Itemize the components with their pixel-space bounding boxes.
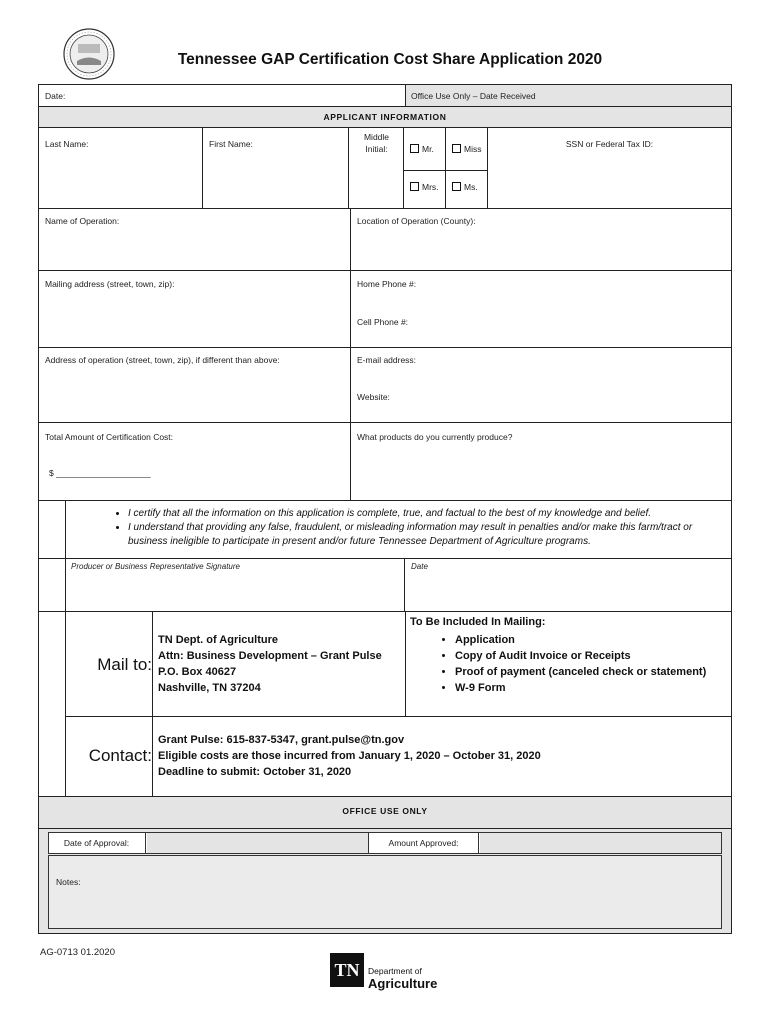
- home-phone-field[interactable]: [351, 271, 731, 309]
- first-name-field[interactable]: [203, 128, 349, 208]
- include-item: • W-9 Form: [455, 680, 728, 696]
- signature-date-field[interactable]: [405, 559, 731, 611]
- notes-field[interactable]: [48, 855, 722, 929]
- website-field[interactable]: [351, 385, 731, 422]
- amount-approved-label: Amount Approved:: [368, 832, 479, 854]
- certify-statement: • I certify that all the information on this application is complete, true, and factual to the best of my knowledge and belief.: [128, 507, 726, 521]
- title-ms-label: Ms.: [464, 182, 478, 192]
- notes-label: Notes:: [56, 877, 81, 887]
- last-name-label: Last Name:: [45, 139, 89, 149]
- middle-initial-field[interactable]: [349, 128, 404, 208]
- title-mrs-label: Mrs.: [422, 182, 439, 192]
- contact-line: Grant Pulse: 615-837-5347, grant.pulse@tn.gov: [158, 734, 405, 746]
- office-use-header: OFFICE USE ONLY: [342, 806, 428, 816]
- amount-approved-input[interactable]: [480, 833, 721, 853]
- contact-line: Deadline to submit: October 31, 2020: [158, 766, 352, 778]
- certification-statements: [66, 507, 726, 549]
- approval-date-input[interactable]: [147, 833, 368, 853]
- include-item: • Proof of payment (canceled check or statement): [455, 664, 728, 680]
- email-field[interactable]: [351, 348, 731, 385]
- title-mr-label: Mr.: [422, 144, 434, 154]
- cell-phone-label: Cell Phone #:: [357, 317, 409, 327]
- include-item: • Application: [455, 632, 728, 648]
- mailing-address-field[interactable]: [39, 271, 351, 347]
- total-cost-label: Total Amount of Certification Cost:: [45, 432, 174, 442]
- signature-date-label: Date: [411, 562, 428, 571]
- contact-label: Contact:: [88, 746, 152, 765]
- form-code: AG-0713 01.2020: [40, 947, 116, 958]
- name-of-operation-field[interactable]: [39, 209, 351, 270]
- date-field[interactable]: [39, 85, 405, 106]
- checkbox-icon: [452, 144, 461, 153]
- mail-to-line: Attn: Business Development – Grant Pulse: [158, 650, 382, 662]
- title-ms[interactable]: [446, 171, 488, 208]
- products-label: What products do you currently produce?: [357, 432, 513, 442]
- tn-logo-mark: TN: [330, 953, 364, 987]
- home-phone-label: Home Phone #:: [357, 279, 417, 289]
- signature-field[interactable]: [66, 559, 405, 611]
- office-date-received-label: Office Use Only – Date Received: [411, 91, 536, 101]
- name-of-operation-label: Name of Operation:: [45, 216, 120, 226]
- website-label: Website:: [357, 392, 390, 402]
- checkbox-icon: [410, 182, 419, 191]
- location-of-operation-field[interactable]: [351, 209, 731, 270]
- tn-agriculture-logo: [330, 953, 450, 993]
- middle-initial-label-1: Middle: [363, 132, 390, 142]
- page-title: Tennessee GAP Certification Cost Share Application 2020: [177, 51, 603, 68]
- products-field[interactable]: [351, 423, 731, 500]
- applicant-info-header: APPLICANT INFORMATION: [39, 107, 731, 128]
- email-label: E-mail address:: [357, 355, 417, 365]
- state-seal-icon: [63, 28, 115, 80]
- last-name-field[interactable]: [39, 128, 203, 208]
- total-cost-value: $ ____________________: [49, 468, 151, 478]
- office-date-received: [405, 85, 731, 106]
- state-seal: [63, 28, 115, 80]
- mailing-checklist: [410, 615, 728, 696]
- checkbox-icon: [452, 182, 461, 191]
- logo-line-1: Department of: [368, 966, 422, 976]
- title-mrs[interactable]: [404, 171, 446, 208]
- cell-phone-field[interactable]: [351, 309, 731, 347]
- checkbox-icon: [410, 144, 419, 153]
- understand-statement: • I understand that providing any false, fraudulent, or misleading information may result in penalties and/or make this farm/tract or business ineligible to participate in present and/or future Tennessee Department of Agriculture programs.: [128, 521, 726, 549]
- first-name-label: First Name:: [209, 139, 253, 149]
- ssn-field[interactable]: [488, 128, 731, 208]
- signature-label: Producer or Business Representative Signature: [71, 562, 240, 571]
- title-miss[interactable]: [446, 128, 488, 171]
- include-item: • Copy of Audit Invoice or Receipts: [455, 648, 728, 664]
- mail-to-line: Nashville, TN 37204: [158, 682, 261, 694]
- contact-line: Eligible costs are those incurred from January 1, 2020 – October 31, 2020: [158, 750, 541, 762]
- title-miss-label: Miss: [464, 144, 482, 154]
- middle-initial-label-2: Initial:: [365, 144, 388, 154]
- include-title: To Be Included In Mailing:: [410, 616, 546, 628]
- mailing-address-label: Mailing address (street, town, zip):: [45, 279, 175, 289]
- title-mr[interactable]: [404, 128, 446, 171]
- operation-address-field[interactable]: [39, 348, 351, 422]
- logo-line-2: Agriculture: [368, 976, 438, 991]
- date-label: Date:: [45, 91, 66, 101]
- contact-info: [158, 732, 728, 780]
- mail-to-line: P.O. Box 40627: [158, 666, 237, 678]
- approval-date-label: Date of Approval:: [48, 832, 146, 854]
- location-label: Location of Operation (County):: [357, 216, 476, 226]
- ssn-label: SSN or Federal Tax ID:: [565, 139, 654, 149]
- total-cost-field[interactable]: [39, 423, 351, 500]
- operation-address-label: Address of operation (street, town, zip), if different than above:: [45, 355, 280, 365]
- mail-to-line: TN Dept. of Agriculture: [158, 634, 278, 646]
- mail-to-address: [158, 632, 403, 696]
- mail-to-label: Mail to:: [97, 655, 152, 674]
